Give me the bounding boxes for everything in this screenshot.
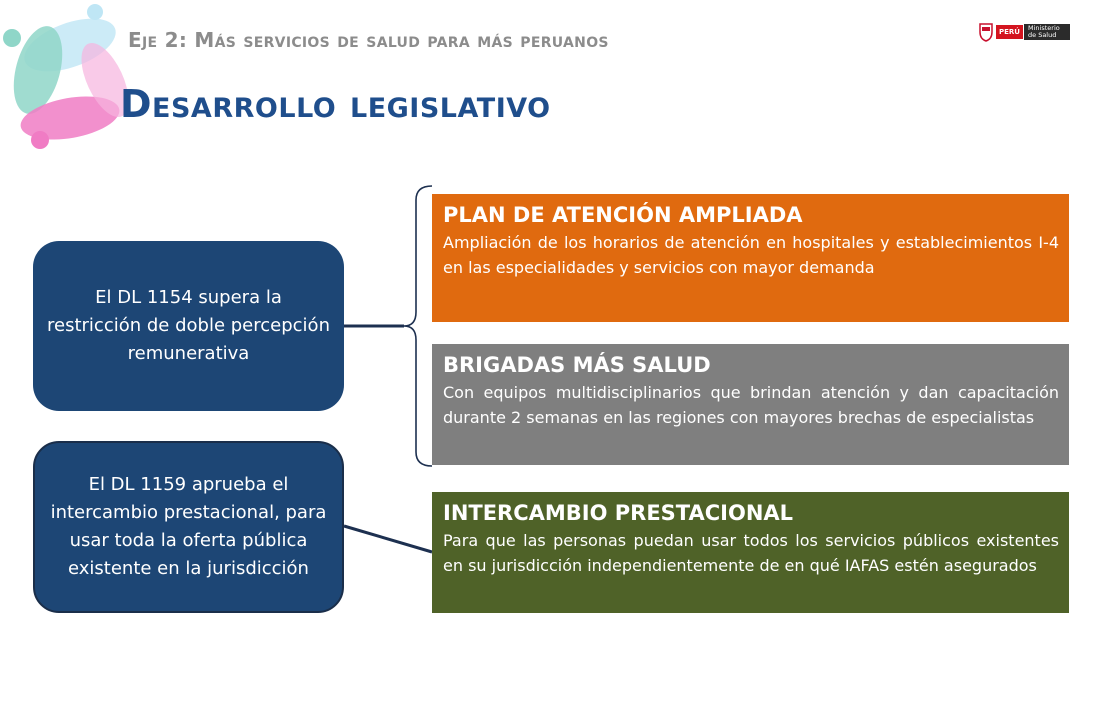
brigadas-body: Con equipos multidisciplinarios que brindan atención y dan capacitación durante 2 semanas en las regiones con mayores brechas de especialistas <box>443 383 1059 427</box>
page-title: Desarrollo legislativo <box>120 82 551 126</box>
dl1154-text: El DL 1154 supera la restricción de doble percepción remunerativa <box>47 287 330 364</box>
plan-atencion-title: PLAN DE ATENCIÓN AMPLIADA <box>443 203 803 227</box>
plan-atencion-body: Ampliación de los horarios de atención en hospitales y establecimientos I-4 en las especialidades y servicios con mayor demanda <box>443 233 1059 277</box>
brigadas-box <box>432 344 1069 465</box>
brigadas-title: BRIGADAS MÁS SALUD <box>443 353 711 377</box>
bracket-line <box>404 186 432 466</box>
logo-ministry-line2: de Salud <box>1028 31 1057 39</box>
plan-atencion-box <box>432 194 1069 322</box>
intercambio-body: Para que las personas puedan usar todos los servicios públicos existentes en su jurisdicción independientemente de en qué IAFAS estén asegurados <box>443 531 1059 575</box>
logo-ministry-line1: Ministerio <box>1028 24 1060 32</box>
logo-country: PERÚ <box>996 25 1023 39</box>
dl1159-text: El DL 1159 aprueba el intercambio prestacional, para usar toda la oferta pública existente en la jurisdicción <box>50 474 327 579</box>
dl1154-box <box>33 241 344 411</box>
intercambio-title: INTERCAMBIO PRESTACIONAL <box>443 501 794 525</box>
intercambio-box <box>432 492 1069 613</box>
section-subtitle: Eje 2: Más servicios de salud para más peruanos <box>128 28 609 52</box>
connector-dl1159 <box>344 526 432 552</box>
dl1159-box <box>33 441 344 613</box>
